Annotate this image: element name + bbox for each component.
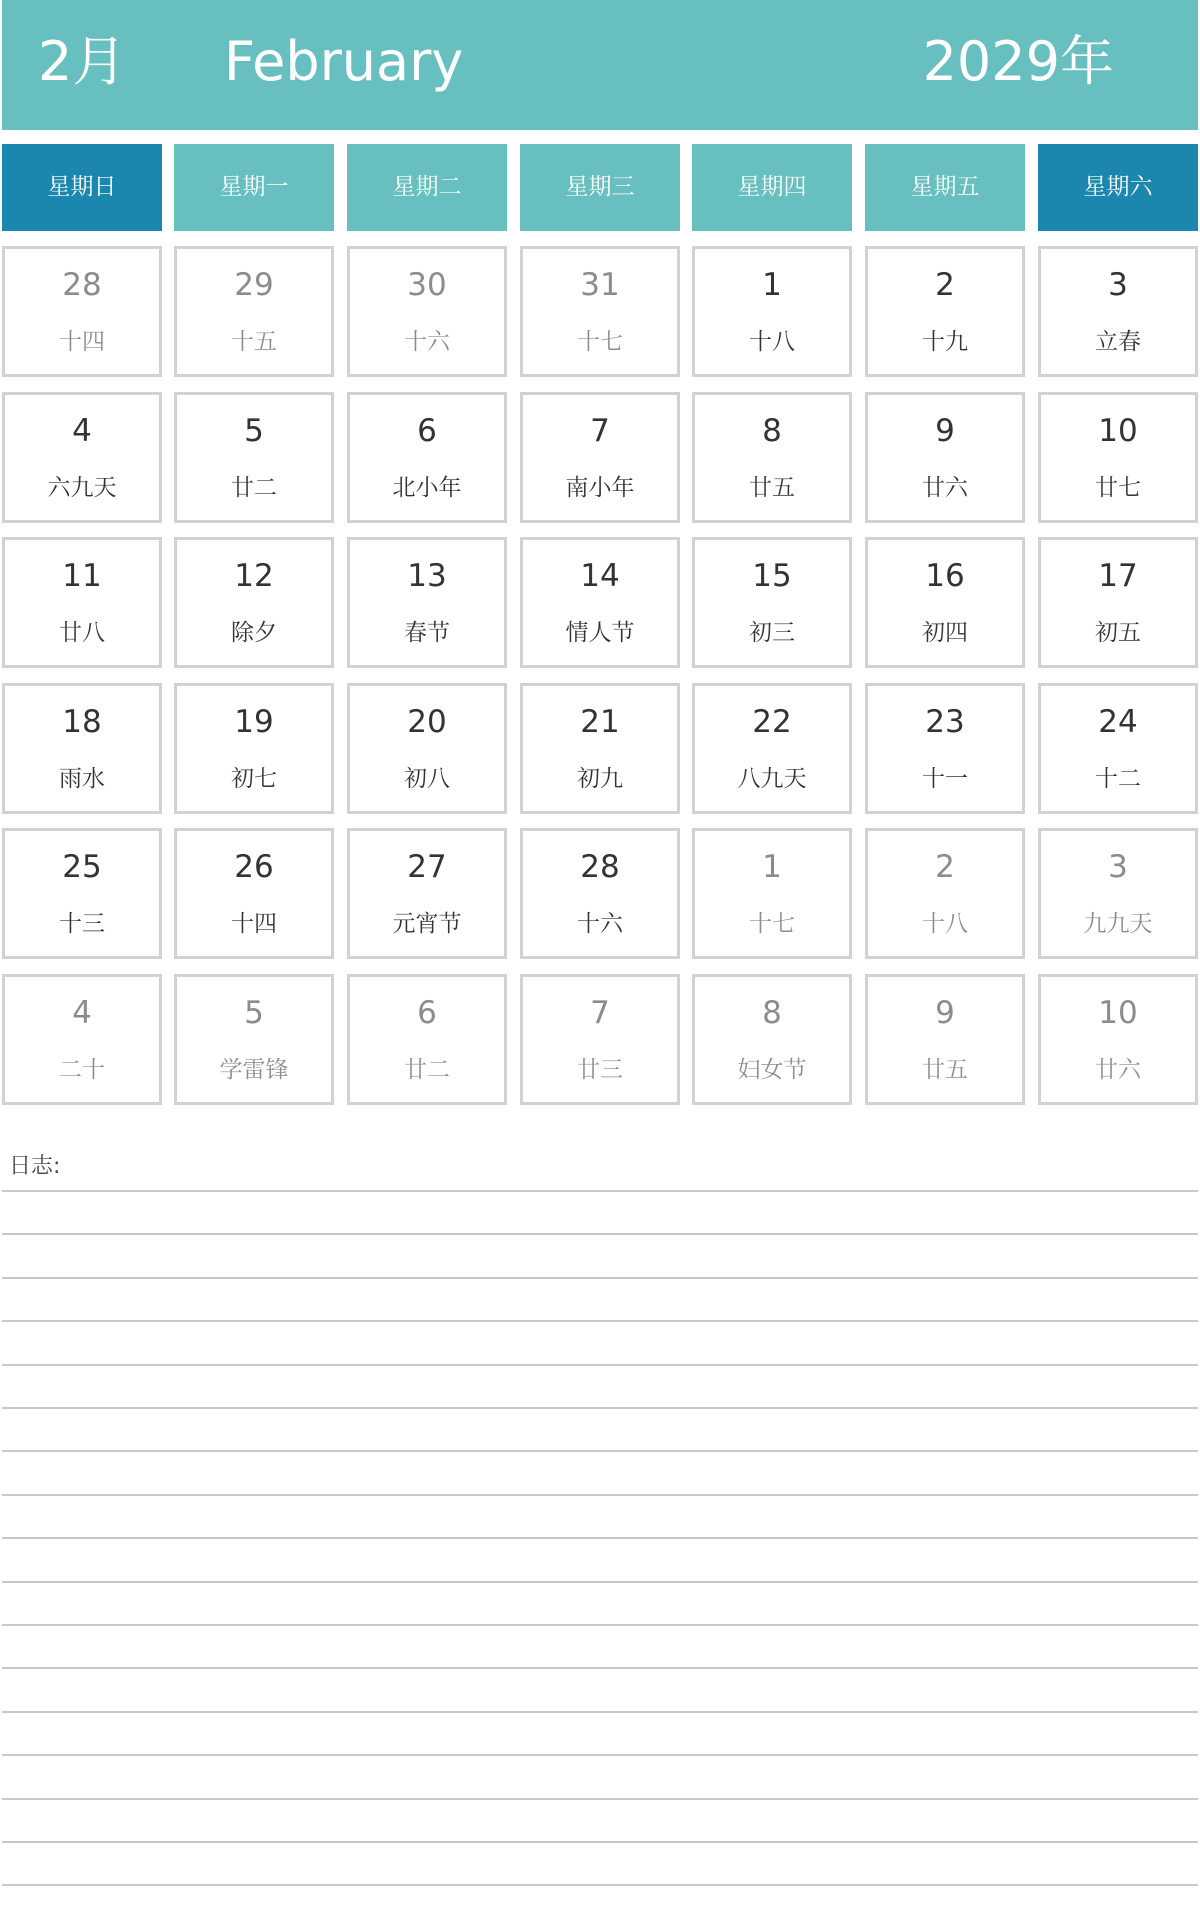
weekday-tuesday: 星期二 — [347, 144, 507, 231]
lunar-date: 立春 — [1095, 329, 1141, 355]
day-number: 10 — [1098, 995, 1138, 1031]
lunar-date: 春节 — [404, 620, 450, 646]
month-english: February — [224, 30, 464, 93]
lunar-date: 廿六 — [922, 475, 968, 501]
note-line — [2, 1364, 1198, 1366]
day-number: 20 — [407, 704, 447, 740]
weekday-sunday: 星期日 — [2, 144, 162, 231]
lunar-date: 廿五 — [749, 475, 795, 501]
lunar-date: 八九天 — [737, 766, 807, 792]
note-line — [2, 1667, 1198, 1669]
day-number: 1 — [762, 849, 782, 885]
day-number: 9 — [935, 995, 955, 1031]
note-line — [2, 1190, 1198, 1192]
weekday-wednesday: 星期三 — [520, 144, 680, 231]
note-line — [2, 1537, 1198, 1539]
lunar-date: 初三 — [749, 620, 795, 646]
day-number: 10 — [1098, 413, 1138, 449]
day-number: 9 — [935, 413, 955, 449]
notes-label: 日志: — [9, 1154, 61, 1179]
lunar-date: 初七 — [231, 766, 277, 792]
day-number: 6 — [417, 995, 437, 1031]
weekday-friday: 星期五 — [865, 144, 1025, 231]
day-number: 13 — [407, 558, 447, 594]
year-label: 2029年 — [922, 30, 1114, 93]
note-line — [2, 1277, 1198, 1279]
day-number: 1 — [762, 267, 782, 303]
day-number: 14 — [580, 558, 620, 594]
lunar-date: 妇女节 — [737, 1057, 807, 1083]
lunar-date: 六九天 — [47, 475, 117, 501]
lunar-date: 十二 — [1095, 766, 1141, 792]
weekday-thursday: 星期四 — [692, 144, 852, 231]
day-number: 30 — [407, 267, 447, 303]
day-number: 7 — [590, 413, 610, 449]
note-line — [2, 1711, 1198, 1713]
lunar-date: 十六 — [404, 329, 450, 355]
note-line — [2, 1884, 1198, 1886]
day-number: 25 — [62, 849, 102, 885]
lunar-date: 十四 — [231, 911, 277, 937]
lunar-date: 北小年 — [392, 475, 462, 501]
lunar-date: 十六 — [577, 911, 623, 937]
lunar-date: 十七 — [749, 911, 795, 937]
month-chinese: 2月 — [38, 30, 127, 93]
day-number: 24 — [1098, 704, 1138, 740]
lunar-date: 廿七 — [1095, 475, 1141, 501]
lunar-date: 十四 — [59, 329, 105, 355]
lunar-date: 初四 — [922, 620, 968, 646]
day-number: 27 — [407, 849, 447, 885]
lunar-date: 初八 — [404, 766, 450, 792]
lunar-date: 初九 — [577, 766, 623, 792]
day-number: 3 — [1108, 849, 1128, 885]
day-number: 26 — [234, 849, 274, 885]
day-number: 28 — [62, 267, 102, 303]
lunar-date: 初五 — [1095, 620, 1141, 646]
lunar-date: 十五 — [231, 329, 277, 355]
note-line — [2, 1624, 1198, 1626]
day-number: 28 — [580, 849, 620, 885]
note-line — [2, 1450, 1198, 1452]
day-number: 23 — [925, 704, 965, 740]
day-number: 7 — [590, 995, 610, 1031]
day-number: 8 — [762, 413, 782, 449]
day-number: 18 — [62, 704, 102, 740]
day-number: 22 — [752, 704, 792, 740]
lunar-date: 廿五 — [922, 1057, 968, 1083]
note-line — [2, 1798, 1198, 1800]
weekday-saturday: 星期六 — [1038, 144, 1198, 231]
day-number: 31 — [580, 267, 620, 303]
lunar-date: 情人节 — [565, 620, 635, 646]
day-number: 19 — [234, 704, 274, 740]
note-line — [2, 1841, 1198, 1843]
day-number: 5 — [244, 995, 264, 1031]
day-number: 2 — [935, 849, 955, 885]
lunar-date: 廿六 — [1095, 1057, 1141, 1083]
lunar-date: 二十 — [59, 1057, 105, 1083]
day-number: 29 — [234, 267, 274, 303]
lunar-date: 廿三 — [577, 1057, 623, 1083]
lunar-date: 十七 — [577, 329, 623, 355]
day-number: 16 — [925, 558, 965, 594]
day-number: 21 — [580, 704, 620, 740]
lunar-date: 学雷锋 — [219, 1057, 289, 1083]
day-number: 15 — [752, 558, 792, 594]
lunar-date: 廿二 — [231, 475, 277, 501]
day-number: 17 — [1098, 558, 1138, 594]
day-number: 3 — [1108, 267, 1128, 303]
day-number: 4 — [72, 413, 92, 449]
lunar-date: 十八 — [749, 329, 795, 355]
weekday-monday: 星期一 — [174, 144, 334, 231]
lunar-date: 十九 — [922, 329, 968, 355]
lunar-date: 十三 — [59, 911, 105, 937]
day-number: 8 — [762, 995, 782, 1031]
lunar-date: 元宵节 — [392, 911, 462, 937]
lunar-date: 雨水 — [59, 766, 105, 792]
lunar-date: 九九天 — [1083, 911, 1153, 937]
day-number: 5 — [244, 413, 264, 449]
day-number: 11 — [62, 558, 102, 594]
lunar-date: 南小年 — [565, 475, 635, 501]
day-number: 6 — [417, 413, 437, 449]
lunar-date: 除夕 — [231, 620, 277, 646]
day-number: 12 — [234, 558, 274, 594]
day-number: 2 — [935, 267, 955, 303]
lunar-date: 十八 — [922, 911, 968, 937]
note-line — [2, 1754, 1198, 1756]
day-number: 4 — [72, 995, 92, 1031]
note-line — [2, 1494, 1198, 1496]
note-line — [2, 1233, 1198, 1235]
note-line — [2, 1320, 1198, 1322]
lunar-date: 廿二 — [404, 1057, 450, 1083]
note-line — [2, 1581, 1198, 1583]
note-line — [2, 1407, 1198, 1409]
lunar-date: 廿八 — [59, 620, 105, 646]
lunar-date: 十一 — [922, 766, 968, 792]
